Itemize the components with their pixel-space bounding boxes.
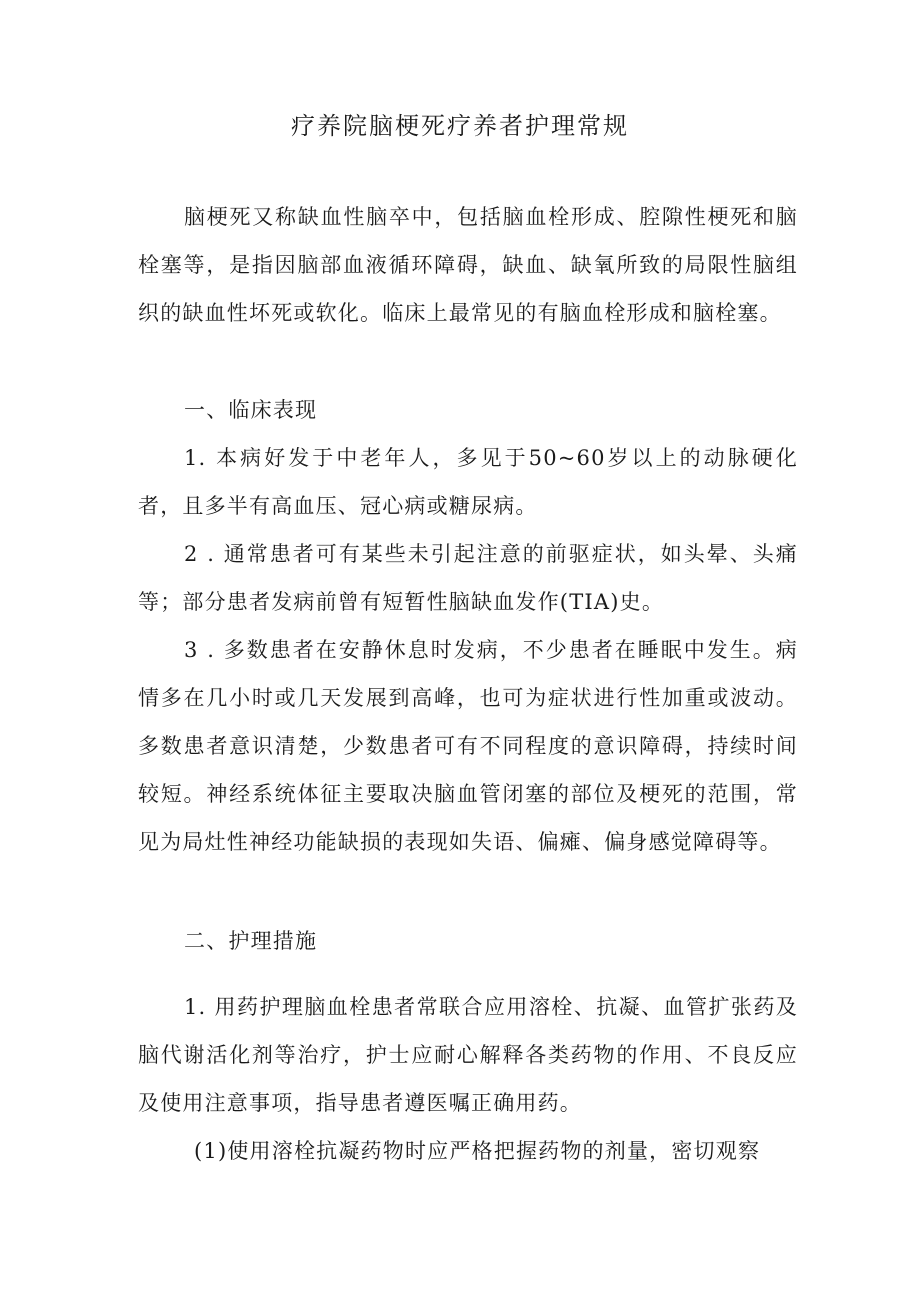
- care-item-1: 1. 用药护理脑血栓患者常联合应用溶栓、抗凝、血管扩张药及脑代谢活化剂等治疗，护士应耐心解释各类药物的作用、不良反应及使用注意事项，指导患者遵医嘱正确用药。: [138, 995, 798, 1115]
- clinical-item-3: 3 . 多数患者在安静休息时发病，不少患者在睡眠中发生。病情多在几小时或几天发展到高峰，也可为症状进行性加重或波动。多数患者意识清楚，少数患者可有不同程度的意识障碍，持续时间较短。神经系统体征主要取决脑血管闭塞的部位及梗死的范围，常见为局灶性神经功能缺损的表现如失语、偏瘫、偏身感觉障碍等。: [138, 638, 798, 854]
- clinical-item-1: 1. 本病好发于中老年人，多见于50~60岁以上的动脉硬化者，且多半有高血压、冠心病或糖尿病。: [138, 446, 798, 518]
- section-heading-care: 二、护理措施: [184, 929, 318, 953]
- document-title: 疗养院脑梗死疗养者护理常规: [291, 112, 629, 140]
- clinical-item-2: 2 . 通常患者可有某些未引起注意的前驱症状，如头晕、头痛等；部分患者发病前曾有短暂性脑缺血发作(TIA)史。: [138, 542, 798, 614]
- intro-paragraph: 脑梗死又称缺血性脑卒中，包括脑血栓形成、腔隙性梗死和脑栓塞等，是指因脑部血液循环障碍，缺血、缺氧所致的局限性脑组织的缺血性坏死或软化。临床上最常见的有脑血栓形成和脑栓塞。: [138, 205, 798, 325]
- section-heading-clinical: 一、临床表现: [184, 398, 318, 422]
- care-item-1-sub-1: (1)使用溶栓抗凝药物时应严格把握药物的剂量，密切观察: [194, 1139, 761, 1163]
